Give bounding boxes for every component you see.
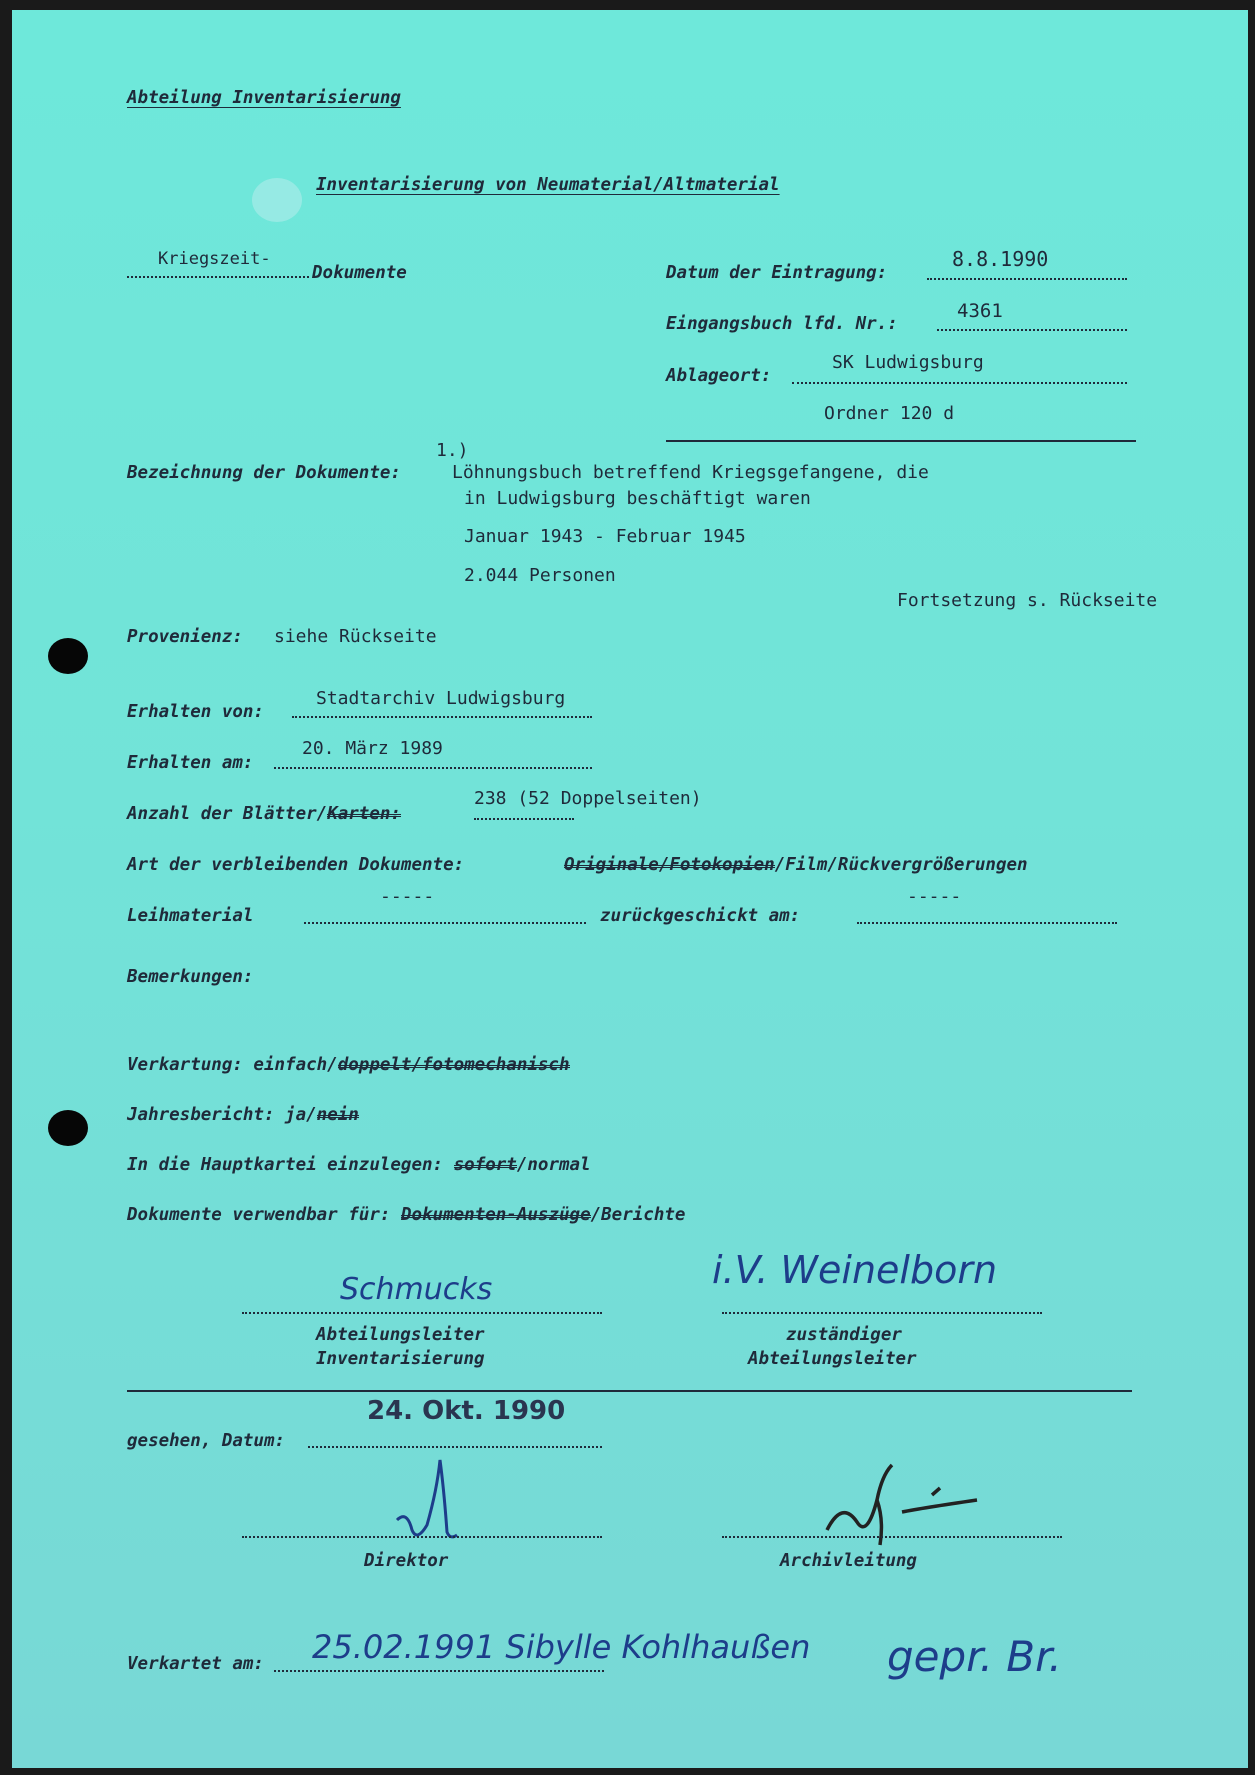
remaining-struck: Originale/Fotokopien	[564, 855, 775, 875]
sheets-dots	[474, 818, 574, 820]
cataloged-dots	[274, 1670, 604, 1672]
register-no-dots	[937, 329, 1127, 331]
entry-date-dots	[927, 278, 1127, 280]
storage-value-2: Ordner 120 d	[824, 403, 955, 424]
storage-value: SK Ludwigsburg	[832, 352, 984, 373]
faded-stamp	[252, 178, 302, 222]
main-index-row	[127, 1154, 591, 1176]
doc-type-handwritten-prefix: Kriegszeit-	[158, 249, 271, 269]
cataloging-struck: doppelt/fotomechanisch	[337, 1055, 570, 1075]
remaining-rest: /Film/Rückvergrößerungen	[774, 855, 1028, 875]
description-continuation: Fortsetzung s. Rückseite	[897, 590, 1158, 611]
section-rule	[127, 1390, 1132, 1392]
right-signature-title-2: Abteilungsleiter	[748, 1349, 917, 1369]
received-on-dots	[274, 767, 592, 769]
archive-label: Archivleitung	[780, 1551, 917, 1571]
entry-date-value: 8.8.1990	[952, 247, 1049, 271]
right-signature: i.V. Weinelborn	[712, 1248, 998, 1292]
sheets-label-struck: Karten:	[327, 804, 401, 824]
loan-value: -----	[380, 886, 435, 907]
description-number: 1.)	[436, 440, 469, 461]
remarks-label: Bemerkungen:	[127, 967, 254, 987]
seen-dots	[308, 1446, 602, 1448]
director-dots	[242, 1536, 602, 1538]
doc-type-dots	[127, 276, 309, 278]
description-label: Bezeichnung der Dokumente:	[127, 463, 401, 483]
director-label: Direktor	[364, 1551, 449, 1571]
loan-label: Leihmaterial	[127, 906, 254, 926]
cataloging-label: Verkartung: einfach/	[127, 1055, 338, 1075]
punch-hole-bottom	[48, 1110, 88, 1146]
received-from-label: Erhalten von:	[127, 702, 264, 722]
cataloged-value: 25.02.1991 Sibylle Kohlhaußen	[312, 1628, 811, 1666]
register-no-value: 4361	[957, 300, 1003, 322]
description-period: Januar 1943 - Februar 1945	[464, 526, 746, 547]
main-index-rest: /normal	[516, 1155, 591, 1175]
seen-label: gesehen, Datum:	[127, 1431, 286, 1451]
cataloging-row	[127, 1054, 570, 1076]
left-signature: Schmucks	[340, 1272, 493, 1307]
form-sheet	[12, 10, 1248, 1768]
right-signature-title-1: zuständiger	[786, 1325, 902, 1345]
description-line-2: in Ludwigsburg beschäftigt waren	[464, 488, 811, 509]
left-signature-title-2: Inventarisierung	[316, 1349, 485, 1369]
left-signature-dots	[242, 1312, 602, 1314]
cataloged-check: gepr. Br.	[887, 1632, 1062, 1681]
register-no-label: Eingangsbuch lfd. Nr.:	[666, 314, 898, 334]
doc-type-label: Dokumente	[312, 263, 407, 283]
received-from-dots	[292, 716, 592, 718]
returned-dots	[857, 922, 1117, 924]
remaining-label: Art der verbleibenden Dokumente:	[127, 855, 465, 875]
description-persons: 2.044 Personen	[464, 565, 616, 586]
right-signature-dots	[722, 1312, 1042, 1314]
provenance-value: siehe Rückseite	[274, 626, 437, 647]
cataloged-label: Verkartet am:	[127, 1654, 264, 1674]
seen-date: 24. Okt. 1990	[367, 1396, 566, 1426]
storage-dots	[792, 382, 1127, 384]
left-signature-title-1: Abteilungsleiter	[316, 1325, 485, 1345]
usable-row	[127, 1204, 685, 1226]
department-heading: Abteilung Inventarisierung	[127, 88, 401, 108]
sheets-label-a: Anzahl der Blätter/	[127, 804, 328, 824]
entry-date-label: Datum der Eintragung:	[666, 263, 888, 283]
received-from-value: Stadtarchiv Ludwigsburg	[316, 688, 566, 709]
punch-hole-top	[48, 638, 88, 674]
received-on-value: 20. März 1989	[302, 738, 443, 759]
sheets-value: 238 (52 Doppelseiten)	[474, 788, 702, 809]
usable-rest: /Berichte	[590, 1205, 686, 1225]
returned-label: zurückgeschickt am:	[600, 906, 801, 926]
annual-report-label: Jahresbericht: ja/	[127, 1105, 317, 1125]
usable-struck: Dokumenten-Auszüge	[400, 1205, 591, 1225]
remaining-options	[564, 854, 1028, 876]
returned-value: -----	[907, 886, 962, 907]
provenance-label: Provenienz:	[127, 627, 243, 647]
main-index-label: In die Hauptkartei einzulegen:	[127, 1155, 444, 1175]
director-initial	[392, 1450, 472, 1545]
storage-label: Ablageort:	[666, 366, 772, 386]
usable-label: Dokumente verwendbar für:	[127, 1205, 391, 1225]
sheets-label	[127, 803, 401, 825]
loan-dots	[304, 922, 586, 924]
annual-report-row	[127, 1104, 359, 1126]
annual-report-struck: nein	[316, 1105, 359, 1125]
storage-rule	[666, 440, 1136, 442]
main-index-struck: sofort	[453, 1155, 517, 1175]
received-on-label: Erhalten am:	[127, 753, 254, 773]
archive-dots	[722, 1536, 1062, 1538]
form-title: Inventarisierung von Neumaterial/Altmaterial	[316, 175, 780, 195]
description-line-1: Löhnungsbuch betreffend Kriegsgefangene, die	[452, 462, 929, 483]
